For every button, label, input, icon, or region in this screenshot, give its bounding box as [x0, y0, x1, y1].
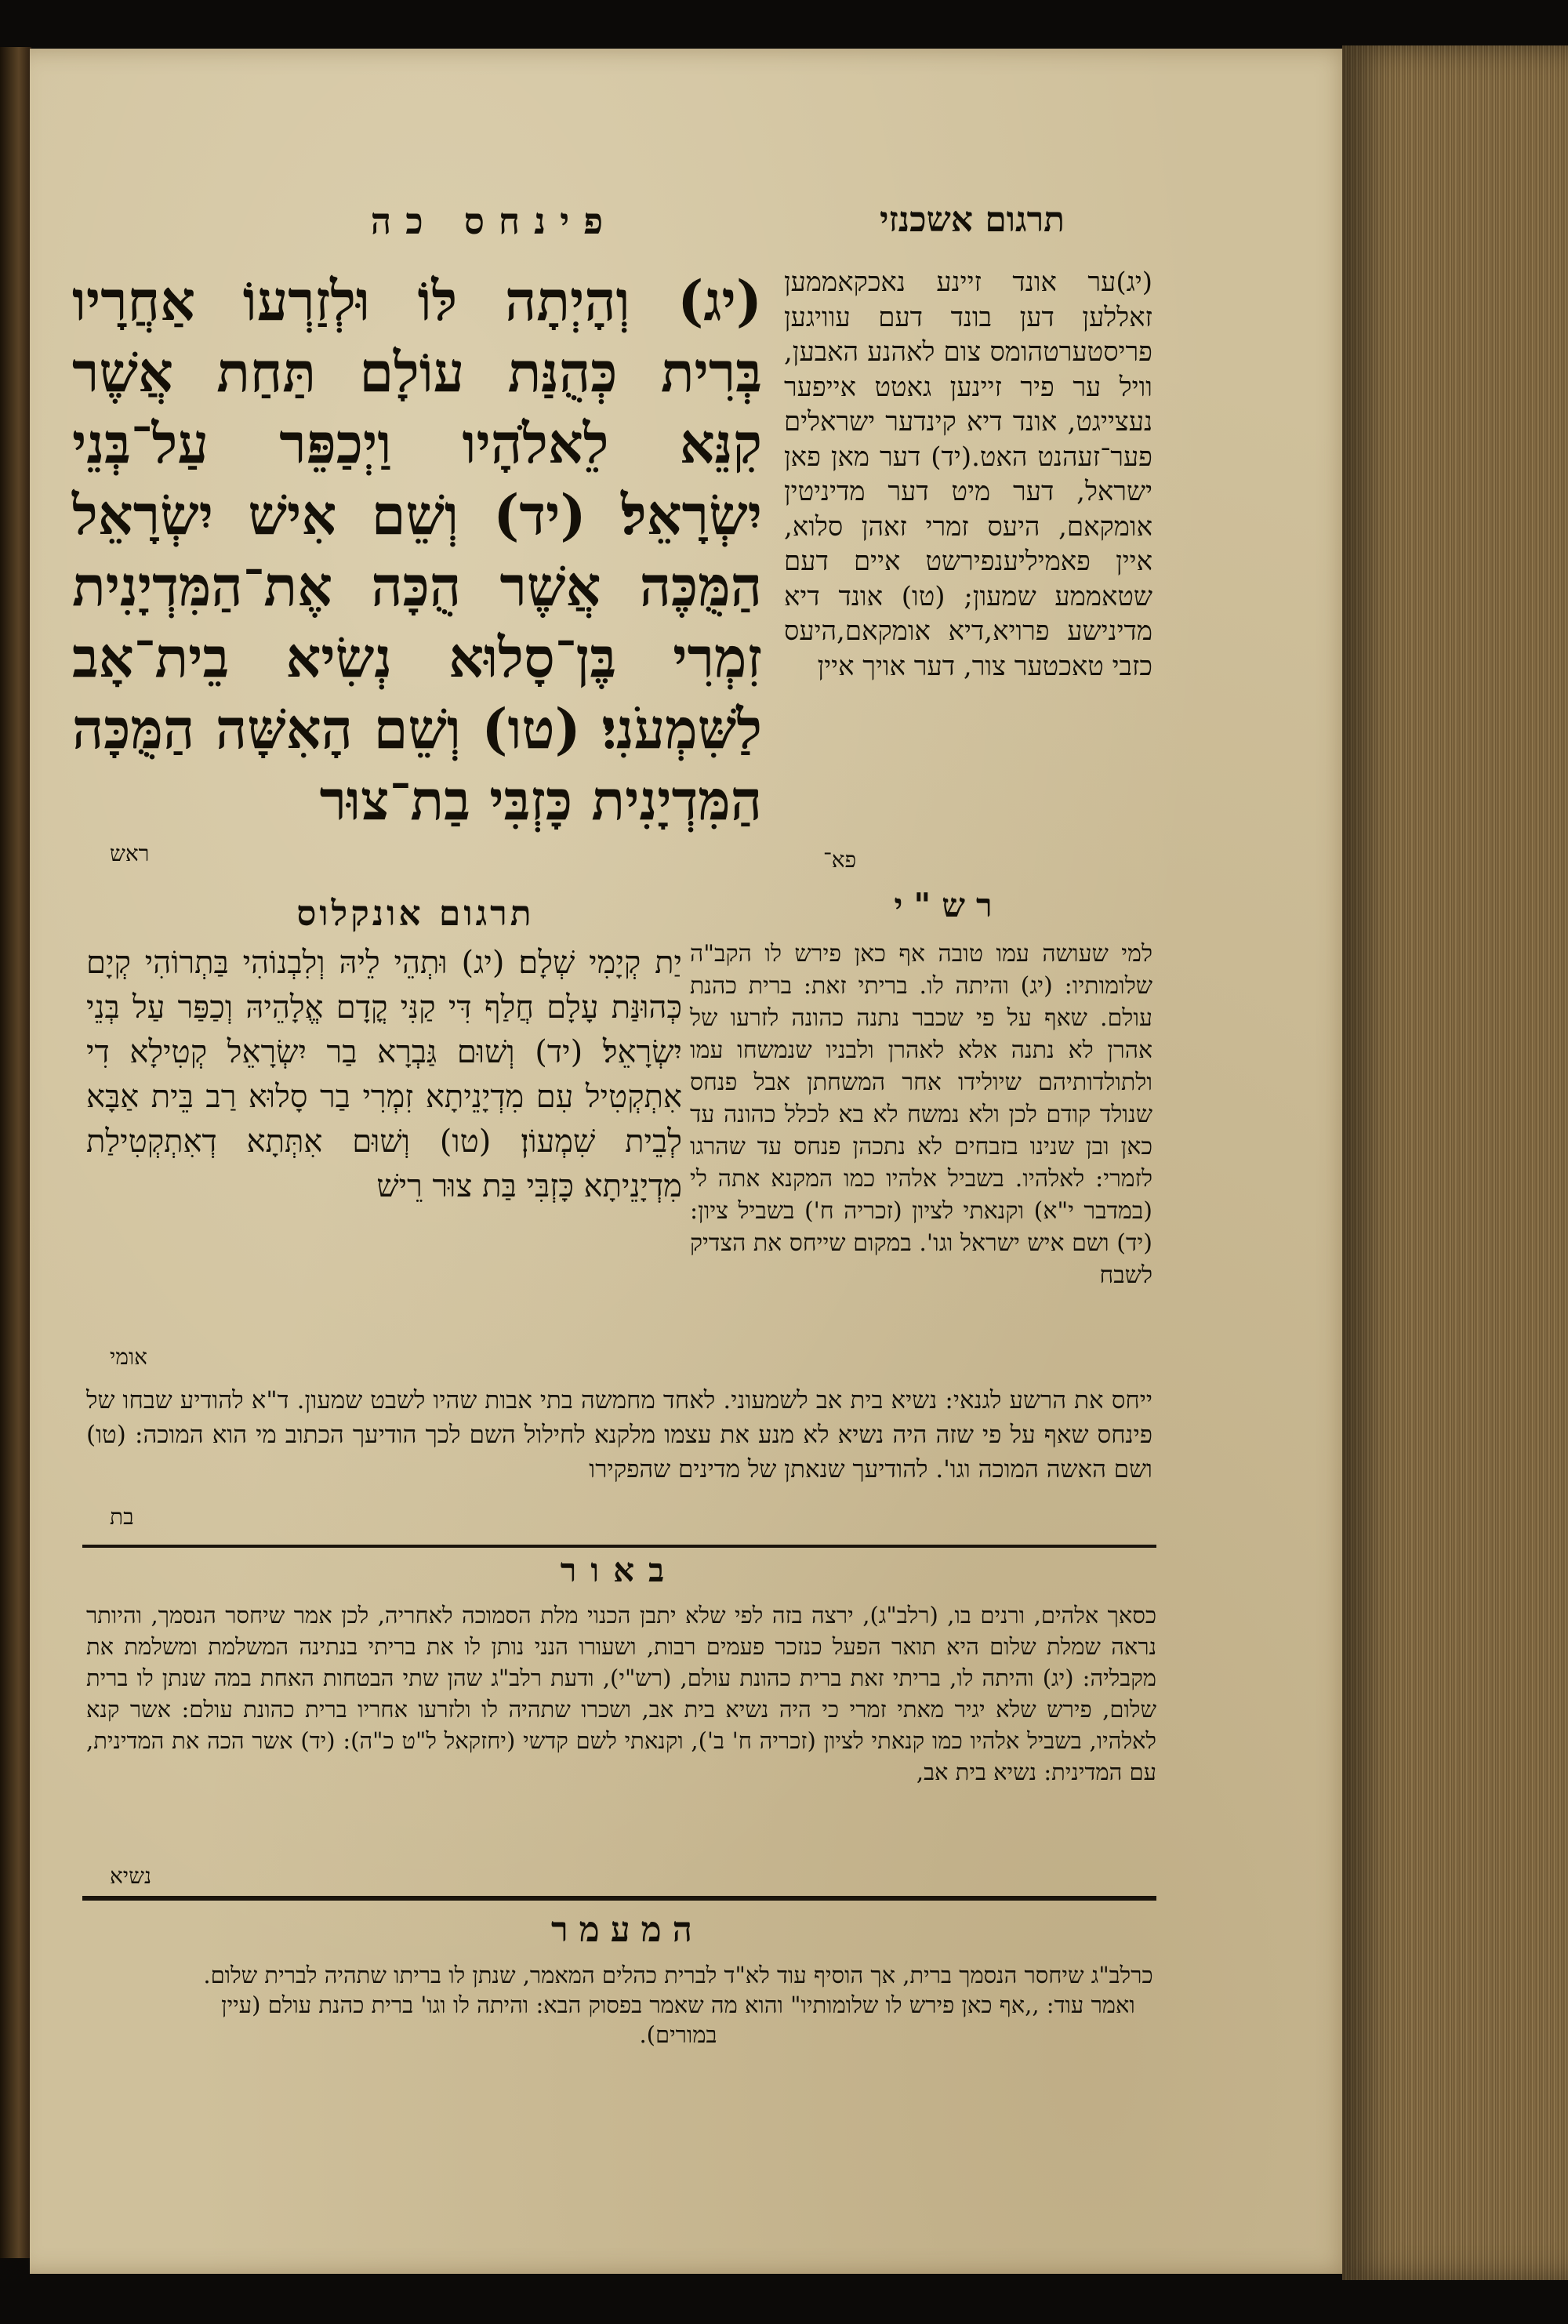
divider-hamaamar: [82, 1896, 1156, 1901]
onkelos-catchword: אומי: [110, 1344, 147, 1370]
main-catchword: ראש: [110, 841, 150, 866]
onkelos-text: יַת קְיָמִי שְׁלָם׃ (יג) וּתְהֵי לֵיהּ וְלִבְנוֹהִי בַּתְרוֹהִי קְיָם כְּהוּנַּת עָלָם חֲלַף דִּי קַנִּי קֳדָם אֱלָהֵיהּ וְכַפַּר עַל בְּנֵי יִשְׂרָאֵל׃ (יד) וְשׁוּם גַּבְרָא בַר יִשְׂרָאֵל קְטִילָא דִי אִתְקְטִיל עִם מִדְיָנֵיתָא זִמְרִי בַר סָלוּא רַב בֵּית אַבָּא לְבֵית שִׁמְעוֹן׃ (טו) וְשׁוּם אִתְּתָא דְאִתְקְטִילַת מִדְיָנֵיתָא כָּזְבִּי בַּת צוּר רֵישׁ: [86, 945, 682, 1204]
onkelos-header: תרגום אונקלוס: [296, 894, 535, 934]
rashi-catchword: בת: [110, 1504, 134, 1530]
yiddish-catchword: פא־: [823, 847, 857, 873]
yiddish-header: תרגום אשכנזי: [879, 200, 1065, 240]
book-fore-edge: [1342, 45, 1568, 2280]
beur-catchword: נשיא: [110, 1863, 152, 1889]
book-left-edge: [0, 47, 31, 2258]
hamaamar-header: המעמר: [551, 1910, 703, 1950]
beur-header: באור: [560, 1551, 679, 1589]
rashi-text-wide: ייחס את הרשע לגנאי: נשיא בית אב לשמעוני. לאחד מחמשה בתי אבות שהיו לשבט שמעון. ד"א להודיע שבחו של פינחס שאף על פי שזה היה נשיא לא מנע את עצמו מלקנא לחילול השם לכך הודיעך הכתוב מי הוא המוכה: (טו) ושם האשה המוכה וגו'. להודיעך שנאתן של מדינים שהפקירו: [86, 1386, 1152, 1483]
parsha-header: פינחס כה: [370, 200, 618, 242]
divider-beur: [82, 1545, 1156, 1548]
hamaamar-text: כרלב"ג שיחסר הנסמך ברית, אך הוסיף עוד לא"ד לברית כהלים המאמר, שנתן לו בריתו שתהיה לברית שלום. ואמר עוד: ,,אף כאן פירש לו שלומותיו" והוא מה שאמר בפסוק הבא: והיתה לו וגו' ברית כהנת עולם (עיין במורים).: [203, 1962, 1153, 2048]
rashi-text: למי שעושה עמו טובה אף כאן פירש לו הקב"ה שלומותיו: (יג) והיתה לו. בריתי זאת: ברית כהנת עולם. שאף על פי שכבר נתנה כהונה לזרעו של אהרן לא נתנה אלא לאהרן ולבניו שנמשחו עמו ולתולדותיהם שיולידו אחר המשחתן אבל פנחס שנולד קודם לכן ולא נמשח לא בא לכלל כהונה עד כאן ובן שנינו בזבחים לא נתכהן פנחס עד שהרגו לזמרי: לאלהיו. בשביל אלהיו כמו המקנא אתה לי (במדבר י"א) וקנאתי לציון (זכריה ח') בשביל ציון: (יד) ושם איש ישראל וגו'. במקום שייחס את הצדיק לשבח: [690, 940, 1152, 1289]
main-hebrew-text: (יג) וְהָיְתָה לּוֹ וּלְזַרְעוֹ אַחֲרָיו בְּרִית כְּהֻנַּת עוֹלָם תַּחַת אֲשֶׁר קִנֵּא לֵאלֹהָיו וַיְכַפֵּר עַל־בְּנֵי יִשְׂרָאֵל׃ (יד) וְשֵׁם אִישׁ יִשְׂרָאֵל הַמֻּכֶּה אֲשֶׁר הֻכָּה אֶת־הַמִּדְיָנִית זִמְרִי בֶּן־סָלוּא נְשִׂיא בֵית־אָב לַשִּׁמְעֹנִי׃ (טו) וְשֵׁם הָאִשָּׁה הַמֻּכָּה הַמִּדְיָנִית כָּזְבִּי בַת־צוּר: [72, 268, 762, 833]
yiddish-translation: (יג)ער אונד זיינע נאכקאממען זאללען דען בונד דעם עוויגען פריסטערטהומס צום לאהנע האבען, וויל ער פיר זיינען גאטט אייפער נעצייגט, אונד דיא קינדער ישראלים פער־זעהנט האט.(יד) דער מאן פאן ישראל, דער מיט דער מדיניטין אומקאם, היעס זמרי זאהן סלוא, איין פאמיליענפירשט איים דעם שטאממע שמעון; (טו) אונד דיא מדינישע פרויא,דיא אומקאם,היעס כזבי טאכטער צור, דער אויך איין: [784, 267, 1152, 682]
rashi-header: רש"י: [894, 886, 1004, 924]
beur-text: כסאך אלהים, ורנים בו, (רלב"ג), ירצה בזה לפי שלא יתבן הכנוי מלת הסמוכה לאחריה, לכן אמר שיחסר הנסמך, והיותר נראה שמלת שלום היא תואר הפעל כנזכר פעמים רבות, ושעורו הנני נותן לו את בריתי בנתינה המשלמת ומשלמת את מקבליה: (יג) והיתה לו, בריתי זאת ברית כהונת עולם, (רש"י), ודעת רלב"ג שהן שתי הבטחות האחת במה שנתן לו ברית שלום, פירש שלא יגיר מאתי זמרי כי היה נשיא בית אב, ושכרו שתהיה לו ולזרעו אחריו ברית כהונת עולם: אשר קנא לאלהיו, בשביל אלהיו כמו קנאתי לציון (זכריה ח' ב'), וקנאתי לשם קדשי (יחזקאל ל"ט כ"ה): (יד) אשר הכה את המדינית, עם המדינית: נשיא בית אב,: [86, 1602, 1156, 1785]
